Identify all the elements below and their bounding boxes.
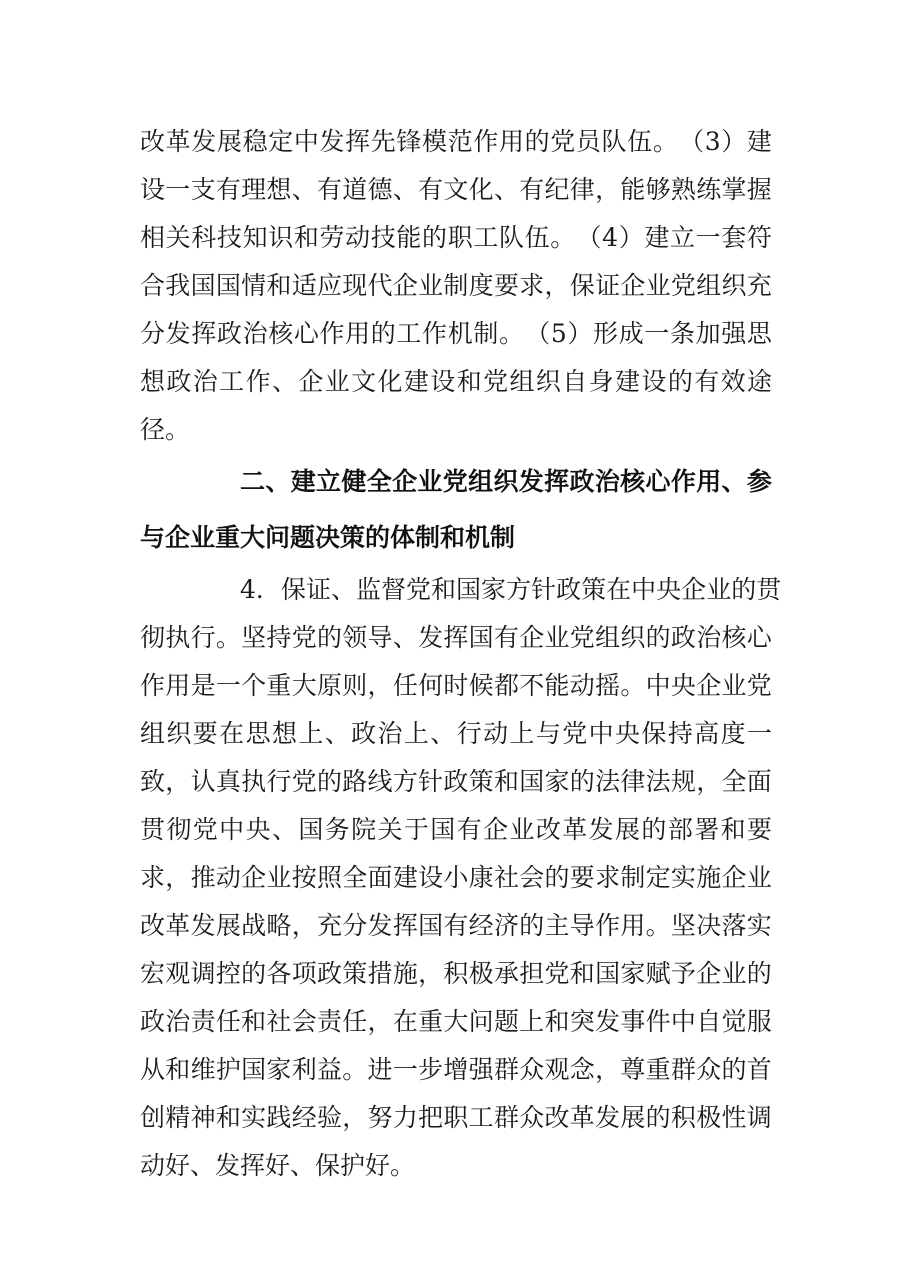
paragraph-line: 径。 [140,415,191,444]
section-heading: 与企业重大问题决策的体制和机制 [140,523,516,552]
paragraph-line [140,566,782,614]
paragraph-line [140,902,772,950]
line-text: 想 政 治 工 作 、 企 业 文 化 建 设 和 党 组 织 自 身 建 设 的 有 效 途 [140,367,772,396]
paragraph-line [140,710,772,758]
paragraph-line [140,262,772,310]
paragraph-line [140,1094,772,1142]
paragraph-line [140,806,772,854]
line-text: 改 革 发 展 战 略 ， 充 分 发 挥 国 有 经 济 的 主 导 作 用 。 坚 决 落 实 [140,911,772,940]
line-text: 作 用 是 一 个 重 大 原 则 ， 任 何 时 候 都 不 能 动 摇 。 中 央 企 业 党 [140,671,772,700]
line-text: 设 一 支 有 理 想 、 有 道 德 、 有 文 化 、 有 纪 律 ， 能 够 熟 练 掌 握 [140,175,772,204]
paragraph-line [140,998,772,1046]
paragraph-line [140,662,772,710]
line-text: 合 我 国 国 情 和 适 应 现 代 企 业 制 度 要 求 ， 保 证 企 业 党 组 织 充 [140,271,772,300]
line-text: 二 、 建 立 健 全 企 业 党 组 织 发 挥 政 治 核 心 作 用 、 参 [240,467,772,496]
line-text: 相 关 科 技 知 识 和 劳 动 技 能 的 职 工 队 伍 。 （ 4 ） 建 立 一 套 符 [140,223,772,252]
line-text: 创 精 神 和 实 践 经 验 ， 努 力 把 职 工 群 众 改 革 发 展 的 积 极 性 调 [140,1103,772,1132]
line-text: 4 ． 保 证 、 监 督 党 和 国 家 方 针 政 策 在 中 央 企 业 的 贯 [240,575,782,604]
line-text: 分 发 挥 政 治 核 心 作 用 的 工 作 机 制 。 （ 5 ） 形 成 一 条 加 强 思 [140,319,772,348]
line-text: 贯 彻 党 中 央 、 国 务 院 关 于 国 有 企 业 改 革 发 展 的 部 署 和 要 [140,815,772,844]
paragraph-line [140,358,772,406]
line-text: 政 治 责 任 和 社 会 责 任 ， 在 重 大 问 题 上 和 突 发 事 件 中 自 觉 服 [140,1007,772,1036]
line-text: 致 ， 认 真 执 行 党 的 路 线 方 针 政 策 和 国 家 的 法 律 法 规 ， 全 面 [140,767,772,796]
paragraph-line [140,118,772,166]
paragraph-line: 动好、发挥好、保护好。 [140,1151,416,1180]
paragraph-line [140,310,772,358]
paragraph-line [140,166,772,214]
line-text: 从 和 维 护 国 家 利 益 。 进 一 步 增 强 群 众 观 念 ， 尊 重 群 众 的 首 [140,1055,772,1084]
paragraph-line [140,1046,772,1094]
section-heading [140,454,772,510]
line-text: 组 织 要 在 思 想 上 、 政 治 上 、 行 动 上 与 党 中 央 保 持 高 度 一 [140,719,772,748]
paragraph-line [140,758,772,806]
paragraph-line [140,614,772,662]
line-text: 求 ， 推 动 企 业 按 照 全 面 建 设 小 康 社 会 的 要 求 制 定 实 施 企 业 [140,863,772,892]
line-text: 彻 执 行 。 坚 持 党 的 领 导 、 发 挥 国 有 企 业 党 组 织 的 政 治 核 心 [140,623,772,652]
line-text: 宏 观 调 控 的 各 项 政 策 措 施 ， 积 极 承 担 党 和 国 家 赋 予 企 业 的 [140,959,772,988]
paragraph-line [140,214,772,262]
paragraph-line [140,950,772,998]
document-body [140,118,782,1190]
paragraph-line [140,854,772,902]
line-text: 改 革 发 展 稳 定 中 发 挥 先 锋 模 范 作 用 的 党 员 队 伍 。 （ 3 ） 建 [140,127,772,156]
